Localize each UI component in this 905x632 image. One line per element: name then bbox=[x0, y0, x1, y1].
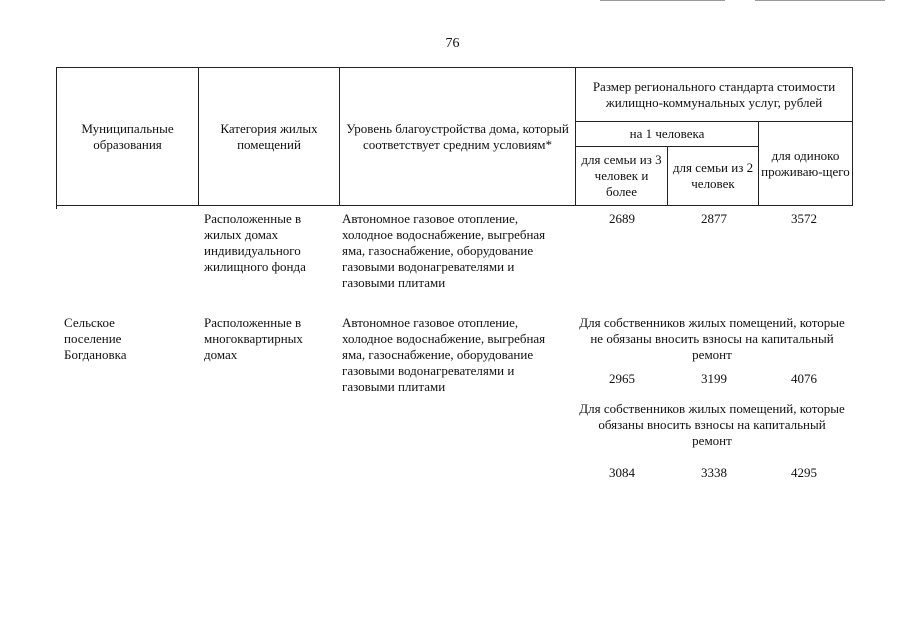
row1-level: Автономное газовое отопление, холодное водоснабжение, выгребная яма, газоснабжение, оборудование газовыми водонагревателями и газовыми плитами bbox=[342, 211, 546, 290]
row2-level: Автономное газовое отопление, холодное водоснабжение, выгребная яма, газоснабжение, оборудование газовыми водонагревателями и газовыми плитами bbox=[342, 315, 546, 394]
header-family2: для семьи из 2 человек bbox=[668, 147, 759, 206]
header-level: Уровень благоустройства дома, который соответствует средним условиям* bbox=[340, 68, 576, 206]
row2b-value-family2: 3338 bbox=[701, 465, 727, 480]
first-col-border bbox=[56, 205, 57, 209]
page-number: 76 bbox=[445, 36, 460, 51]
header-family3: для семьи из 3 человек и более bbox=[576, 147, 668, 206]
header-standard: Размер регионального стандарта стоимости жилищно-коммунальных услуг, рублей bbox=[576, 68, 853, 122]
header-category: Категория жилых помещений bbox=[199, 68, 340, 206]
row2a-value-single: 4076 bbox=[791, 371, 817, 386]
row1-value-single: 3572 bbox=[791, 211, 817, 226]
top-rule-right bbox=[755, 0, 885, 1]
row1-value-family3: 2689 bbox=[609, 211, 635, 226]
row2b-value-single: 4295 bbox=[791, 465, 817, 480]
header-per-person: на 1 человека bbox=[576, 122, 759, 147]
row2b-value-family3: 3084 bbox=[609, 465, 635, 480]
row2-category: Расположенные в многоквартирных домах bbox=[204, 315, 303, 362]
header-municipality: Муниципальные образования bbox=[57, 68, 199, 206]
row2-note-capital-repair: Для собственников жилых помещений, которые обязаны вносить взносы на капитальный ремонт bbox=[579, 401, 845, 448]
row1-category: Расположенные в жилых домах индивидуального жилищного фонда bbox=[204, 211, 306, 274]
municipality-name: Сельское поселение Богдановка bbox=[64, 315, 127, 362]
row2a-value-family3: 2965 bbox=[609, 371, 635, 386]
row1-value-family2: 2877 bbox=[701, 211, 727, 226]
table-header bbox=[56, 67, 853, 206]
top-rule-left bbox=[600, 0, 725, 1]
header-single: для одиноко проживаю-щего bbox=[759, 122, 853, 206]
row2a-value-family2: 3199 bbox=[701, 371, 727, 386]
row2-note-no-capital-repair: Для собственников жилых помещений, которые не обязаны вносить взносы на капитальный ремонт bbox=[579, 315, 845, 362]
